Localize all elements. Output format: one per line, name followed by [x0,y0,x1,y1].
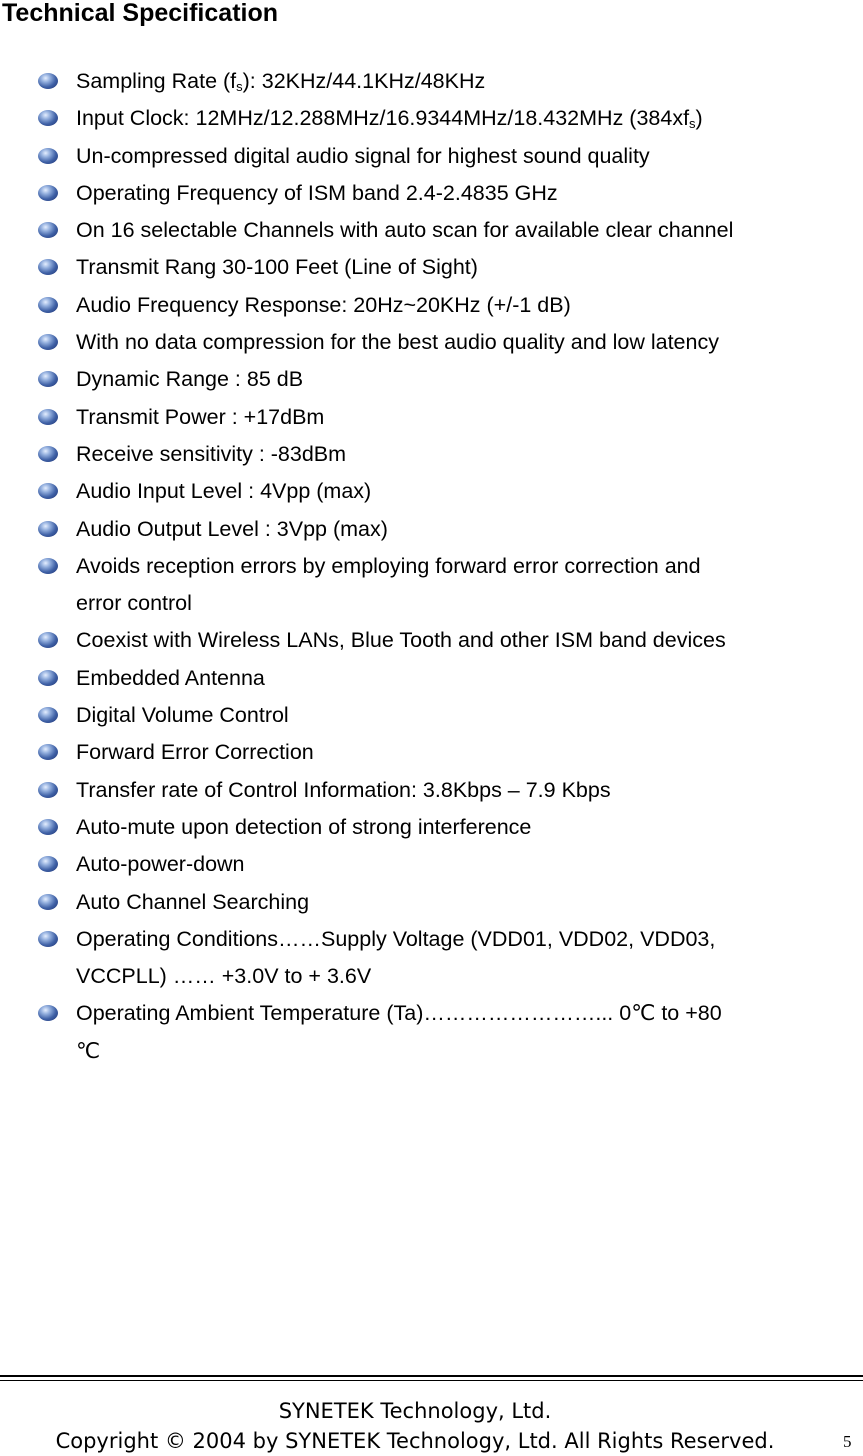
spec-item [0,473,863,510]
spec-text: Receive sensitivity : -83dBm [76,441,347,466]
spec-list [0,63,863,1070]
footer-copyright: Copyright © 2004 by SYNETEK Technology, Ltd. All Rights Reserved. [55,1429,775,1453]
spec-item [0,399,863,436]
bullet-icon [38,222,58,238]
spec-item [0,436,863,473]
bullet-icon [38,558,58,574]
spec-item [0,138,863,175]
page-number: 5 [843,1432,852,1451]
spec-text: On 16 selectable Channels with auto scan for available clear channel [76,218,734,243]
bullet-icon [38,819,58,835]
bullet-icon [38,707,58,723]
bullet-icon [38,110,58,126]
spec-item [0,511,863,548]
spec-text-line: Operating Conditions……Supply Voltage (VDD01, VDD02, VDD03, [76,926,716,951]
spec-text-line: Operating Ambient Temperature (Ta)……………………... 0℃ to +80 [76,1001,722,1026]
spec-item [0,63,863,100]
bullet-icon [38,483,58,499]
bullet-icon [38,409,58,425]
spec-text: Sampling Rate (f [76,69,237,93]
bullet-icon [38,856,58,872]
spec-item [0,622,863,659]
spec-text-line: error control [76,591,192,616]
spec-item [0,249,863,286]
spec-item [0,921,863,996]
spec-item [0,548,863,623]
spec-item [0,734,863,771]
footer-company: SYNETEK Technology, Ltd. [278,1399,552,1423]
bullet-icon [38,334,58,350]
bullet-icon [38,297,58,313]
bullet-icon [38,782,58,798]
spec-subscript: s [236,79,243,94]
spec-text: Audio Input Level : 4Vpp (max) [76,479,372,504]
spec-text: Auto Channel Searching [76,889,310,914]
spec-subscript: s [689,116,696,132]
bullet-icon [38,521,58,537]
spec-item [0,697,863,734]
spec-text: ) [695,106,703,131]
spec-item [0,175,863,212]
bullet-icon [38,371,58,387]
spec-text: Dynamic Range : 85 dB [76,367,304,392]
spec-item [0,361,863,398]
bullet-icon [38,894,58,910]
spec-text-line: Avoids reception errors by employing forward error correction and [76,553,701,578]
spec-text: Forward Error Correction [76,740,314,765]
spec-item [0,995,863,1070]
spec-text: Transfer rate of Control Information: 3.8Kbps – 7.9 Kbps [76,777,611,802]
bullet-icon [38,670,58,686]
bullet-icon [38,446,58,462]
spec-text-line: ℃ [76,1038,101,1063]
bullet-icon [38,744,58,760]
spec-item [0,324,863,361]
spec-text: Digital Volume Control [76,703,289,728]
spec-item [0,884,863,921]
bullet-icon [38,148,58,164]
footer-rule-thin [0,1380,863,1381]
spec-item [0,100,863,137]
page-title: Technical Specification [2,0,279,27]
bullet-icon [38,632,58,648]
spec-item [0,809,863,846]
spec-text: Un-compressed digital audio signal for highest sound quality [76,143,650,168]
spec-text: Audio Frequency Response: 20Hz~20KHz (+/-1 dB) [76,292,571,317]
spec-text: Auto-mute upon detection of strong interference [76,814,532,839]
bullet-icon [38,931,58,947]
bullet-icon [38,1005,58,1021]
spec-text: ): 32KHz/44.1KHz/48KHz [242,69,486,93]
bullet-icon [38,185,58,201]
spec-item [0,212,863,249]
spec-item [0,846,863,883]
bullet-icon [38,259,58,275]
footer-rule [0,1375,863,1377]
spec-text: Auto-power-down [76,852,245,877]
spec-text: Transmit Rang 30-100 Feet (Line of Sight) [76,255,478,280]
spec-item [0,772,863,809]
spec-text: With no data compression for the best audio quality and low latency [76,330,719,355]
spec-text: Transmit Power : +17dBm [76,404,325,429]
spec-item [0,287,863,324]
spec-text-line: VCCPLL) …… +3.0V to + 3.6V [76,964,372,989]
spec-text: Audio Output Level : 3Vpp (max) [76,516,388,541]
spec-text: Input Clock: 12MHz/12.288MHz/16.9344MHz/18.432MHz (384xf [76,106,690,131]
spec-item [0,660,863,697]
spec-text: Coexist with Wireless LANs, Blue Tooth and other ISM band devices [76,628,726,653]
spec-text: Embedded Antenna [76,665,265,690]
bullet-icon [38,73,58,89]
spec-text: Operating Frequency of ISM band 2.4-2.4835 GHz [76,180,558,205]
